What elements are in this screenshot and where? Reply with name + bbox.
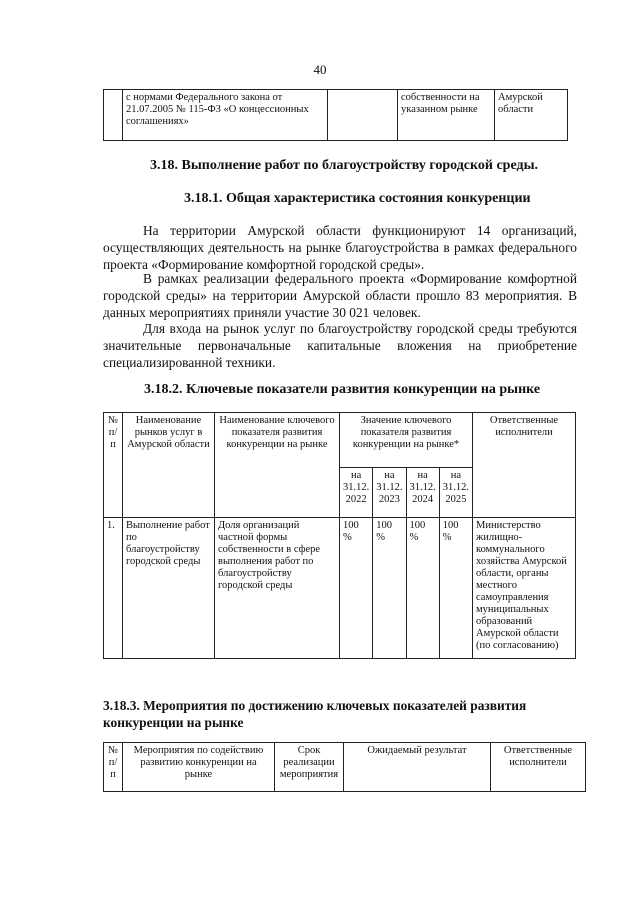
table-cell: собственности на указанном рынке (398, 90, 495, 141)
table-row (104, 518, 576, 659)
subsection-title: 3.18.2. Ключевые показатели развития конкуренции на рынке (144, 382, 541, 397)
table-cell: Амурской области (495, 90, 568, 141)
table-header-row (104, 413, 576, 468)
row-responsible: Министерство жилищно-коммунального хозяйства Амурской области, органы местного самоуправления муниципальных образований Амурской области (по согласованию) (473, 518, 576, 659)
section-title: 3.18. Выполнение работ по благоустройству городской среды. (150, 158, 539, 173)
table-row (104, 90, 568, 141)
header-responsible: Ответственные исполнители (473, 413, 576, 518)
row-value: 100 % (373, 518, 406, 659)
row-value: 100 % (439, 518, 472, 659)
year-cell: на 31.12. 2023 (373, 468, 406, 518)
kpi-table (103, 412, 576, 659)
measures-table (103, 742, 586, 792)
table-cell (328, 90, 398, 141)
header-indicator: Наименование ключевого показателя развития конкуренции на рынке (215, 413, 340, 518)
paragraph: Для входа на рынок услуг по благоустройству городской среды требуются значительные первоначальные капитальные вложения на приобретение специализированной техники. (103, 321, 577, 370)
paragraph: В рамках реализации федерального проекта «Формирование комфортной городской среды» на территории Амурской области прошло 83 мероприятия. В данных мероприятиях приняли участие 30 021 человек. (103, 271, 577, 320)
year-cell: на 31.12. 2022 (340, 468, 373, 518)
table-header-row (104, 743, 586, 792)
row-market: Выполнение работ по благоустройству городской среды (123, 518, 215, 659)
header-value: Значение ключевого показателя развития конкуренции на рынке* (340, 413, 473, 468)
row-value: 100 % (406, 518, 439, 659)
page-number: 40 (313, 62, 327, 77)
subsection-title: 3.18.1. Общая характеристика состояния конкуренции (184, 191, 531, 206)
header-responsible: Ответственные исполнители (491, 743, 586, 792)
table-cell: с нормами Федерального закона от 21.07.2005 № 115-ФЗ «О концессионных соглашениях» (123, 90, 328, 141)
row-num: 1. (104, 518, 123, 659)
subsection-title: 3.18.3. Мероприятия по достижению ключевых показателей развития конкуренции на рынке (103, 698, 527, 730)
paragraph: На территории Амурской области функционируют 14 организаций, осуществляющих деятельность на рынке благоустройства в рамках федерального проекта «Формирование комфортной городской среды». (103, 223, 577, 272)
header-num: № п/п (104, 743, 123, 792)
table-cell (104, 90, 123, 141)
row-indicator: Доля организаций частной формы собственности в сфере выполнения работ по благоустройству городской среды (215, 518, 340, 659)
year-cell: на 31.12. 2024 (406, 468, 439, 518)
header-term: Срок реализации мероприятия (275, 743, 344, 792)
continued-table (103, 89, 568, 141)
header-result: Ожидаемый результат (344, 743, 491, 792)
year-cell: на 31.12. 2025 (439, 468, 472, 518)
header-measures: Мероприятия по содействию развитию конкуренции на рынке (123, 743, 275, 792)
row-value: 100 % (340, 518, 373, 659)
header-market: Наименование рынков услуг в Амурской области (123, 413, 215, 518)
header-num: № п/п (104, 413, 123, 518)
